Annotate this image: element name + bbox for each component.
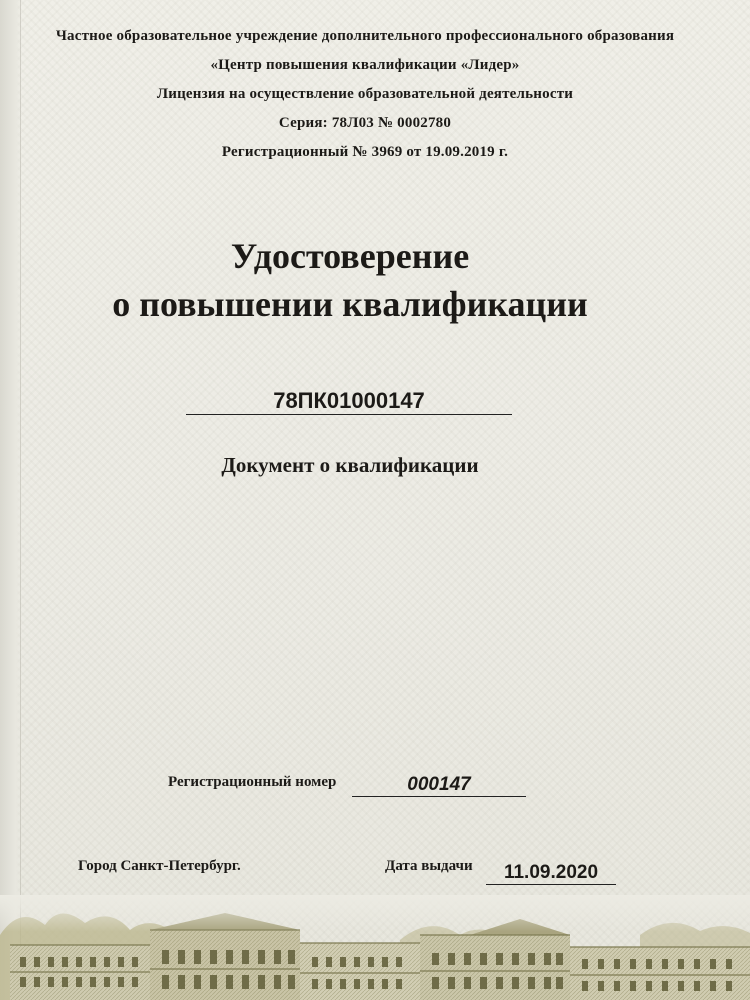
title-line-1: Удостоверение: [230, 236, 470, 276]
license-registration: Регистрационный № 3969 от 19.09.2019 г.: [221, 144, 509, 160]
issue-date-label: Дата выдачи: [385, 858, 473, 874]
license-label: Лицензия на осуществление образовательной деятельности: [156, 86, 574, 102]
city-panorama-icon: [0, 895, 750, 1000]
issuer-name: «Центр повышения квалификации «Лидер»: [210, 57, 520, 73]
page-fold-edge: [0, 0, 22, 1000]
registration-number-label: Регистрационный номер: [168, 774, 337, 790]
city-label: Город Санкт-Петербург.: [78, 858, 241, 874]
title-line-2: о повышении квалификации: [112, 284, 588, 324]
certificate-number: 78ПК01000147: [186, 388, 512, 415]
registration-number-value: 000147: [352, 774, 526, 797]
issue-date-value: 11.09.2020: [486, 862, 616, 885]
issuer-type: Частное образовательное учреждение дополнительного профессионального образования: [55, 28, 675, 44]
page-fold-line: [20, 0, 21, 1000]
issuer-header: [30, 22, 700, 167]
license-series: Серия: 78Л03 № 0002780: [278, 115, 452, 131]
document-type-label: Документ о квалификации: [221, 453, 479, 477]
document-title: [0, 232, 700, 328]
